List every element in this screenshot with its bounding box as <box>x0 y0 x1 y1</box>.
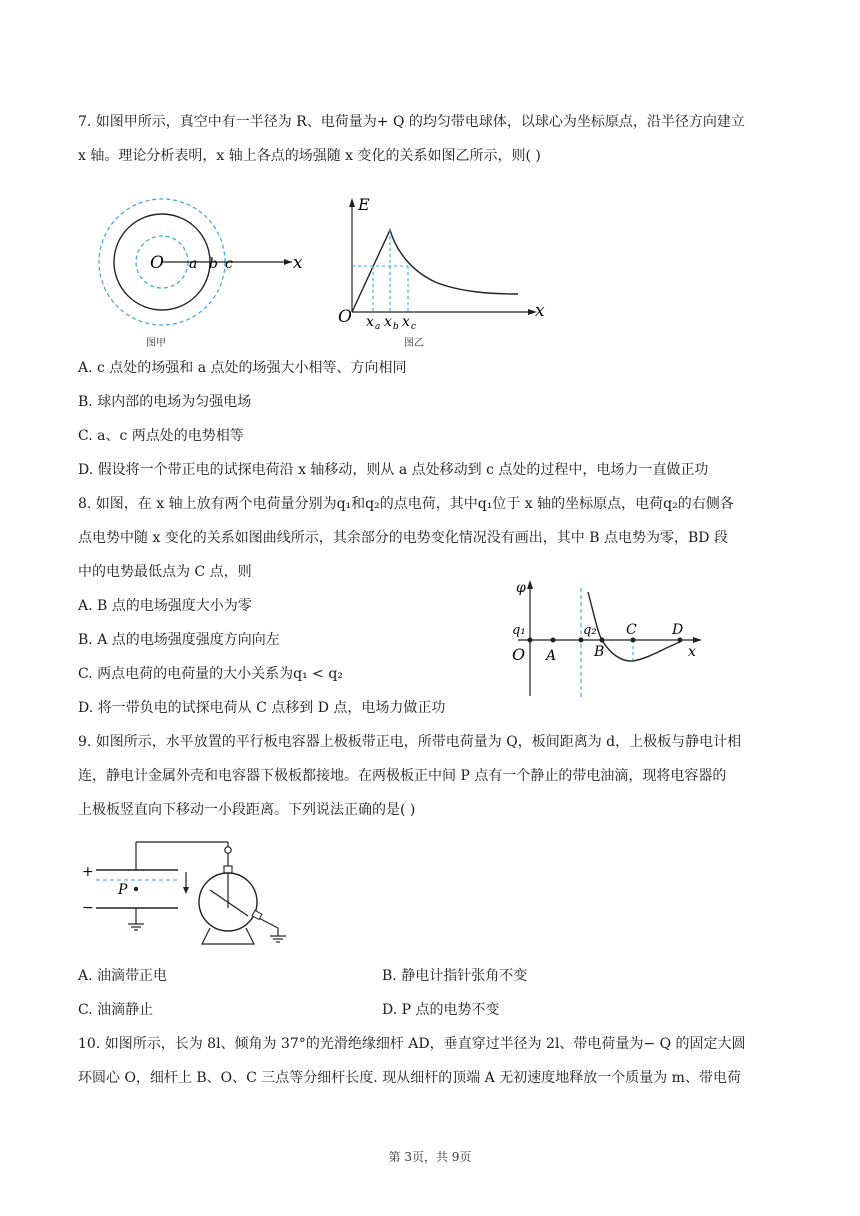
label-xa-sub: a <box>375 322 381 332</box>
label-xc: x <box>402 314 410 330</box>
label-phi: φ <box>516 580 526 596</box>
label-x: x <box>688 644 696 660</box>
q7-figure-b-caption: 图乙 <box>404 338 424 349</box>
q7-stem-line1: 7. 如图甲所示，真空中有一半径为 R、电荷量为+ Q 的均匀带电球体，以球心为坐标原点，沿半径方向建立 <box>78 114 745 130</box>
q7-option-b: B. 球内部的电场为匀强电场 <box>78 394 252 410</box>
x-axis-arrow <box>693 637 702 643</box>
q8-figure <box>508 574 713 704</box>
label-minus: − <box>82 900 94 916</box>
x-axis-arrow <box>284 259 292 265</box>
q9-option-c: C. 油滴静止 <box>78 1002 154 1018</box>
label-x: x <box>535 301 545 321</box>
label-O: O <box>512 645 526 664</box>
q9-option-d: D. P 点的电势不变 <box>382 1002 500 1018</box>
label-a: a <box>189 256 198 272</box>
label-O: O <box>150 253 164 273</box>
q8-option-a: A. B 点的电场强度大小为零 <box>78 598 252 614</box>
q9-option-b: B. 静电计指针张角不变 <box>382 968 528 984</box>
q9-stem-line1: 9. 如图所示，水平放置的平行板电容器上极板带正电，所带电荷量为 Q，板间距离为 d，上极板与静电计相 <box>78 734 742 750</box>
label-D: D <box>672 622 684 638</box>
q7-stem-line2: x 轴。理论分析表明，x 轴上各点的场强随 x 变化的关系如图乙所示，则( ) <box>78 148 541 164</box>
q7-option-a: A. c 点处的场强和 a 点处的场强大小相等、方向相同 <box>78 360 407 376</box>
page-footer: 第 3页，共 9页 <box>388 1150 472 1164</box>
point-q1 <box>528 638 533 643</box>
move-down-arrow-head <box>183 887 189 894</box>
q10-stem-line2: 环圆心 O，细杆上 B、O、C 三点等分细杆长度. 现从细杆的顶端 A 无初速度地释放一个质量为 m、带电荷 <box>78 1070 741 1086</box>
label-E: E <box>358 195 370 214</box>
electroscope-terminal <box>225 847 231 853</box>
field-curve <box>352 230 518 312</box>
label-B: B <box>594 644 605 660</box>
point-B <box>600 638 605 643</box>
label-C: C <box>626 622 637 638</box>
label-xa: x <box>366 314 374 330</box>
phi-axis-arrow <box>527 580 533 589</box>
q8-stem-line1: 8. 如图，在 x 轴上放有两个电荷量分别为q₁和q₂的点电荷，其中q₁位于 x 轴的坐标原点，电荷q₂的右侧各 <box>78 496 734 512</box>
q8-option-d: D. 将一带负电的试探电荷从 C 点移到 D 点，电场力做正功 <box>78 700 446 716</box>
q7-figure-a <box>92 190 322 340</box>
q7-figure-a-caption: 图甲 <box>146 338 166 349</box>
q8-stem-line2: 点电势中随 x 变化的关系如图曲线所示，其余部分的电势变化情况没有画出，其中 B 点电势为零，BD 段 <box>78 530 728 546</box>
q9-option-a: A. 油滴带正电 <box>78 968 168 984</box>
label-c: c <box>225 256 233 272</box>
oil-drop-point <box>134 887 138 891</box>
q9-stem-line2: 连，静电计金属外壳和电容器下极板都接地。在两极板正中间 P 点有一个静止的带电油滴，现将电容器的 <box>78 768 727 784</box>
label-xb: x <box>384 314 392 330</box>
point-C <box>631 638 636 643</box>
electroscope-insulator <box>224 866 232 873</box>
label-P: P <box>118 882 128 898</box>
label-plus: + <box>82 864 94 880</box>
label-xc-sub: c <box>411 322 417 332</box>
q9-stem-line3: 上极板竖直向下移动一小段距离。下列说法正确的是( ) <box>78 802 416 818</box>
q9-figure <box>78 836 298 956</box>
label-O: O <box>338 307 352 327</box>
point-D <box>678 638 683 643</box>
q8-option-b: B. A 点的电场强度强度方向向左 <box>78 632 280 648</box>
label-q1: q₁ <box>512 623 526 638</box>
q8-option-c: C. 两点电荷的电荷量的大小关系为q₁ < q₂ <box>78 666 343 682</box>
e-axis-arrow <box>349 198 355 207</box>
point-q2 <box>579 638 584 643</box>
q8-stem-line3: 中的电势最低点为 C 点，则 <box>78 564 252 580</box>
q7-option-d: D. 假设将一个带正电的试探电荷沿 x 轴移动，则从 a 点处移动到 c 点处的过程中，电场力一直做正功 <box>78 462 709 478</box>
q10-stem-line1: 10. 如图所示，长为 8l、倾角为 37°的光滑绝缘细杆 AD，垂直穿过半径为 2l、带电荷量为− Q 的固定大圆 <box>78 1036 746 1052</box>
q7-figure-b <box>330 190 560 335</box>
point-A <box>551 638 556 643</box>
label-A: A <box>546 648 557 664</box>
label-xb-sub: b <box>393 322 399 332</box>
q7-option-c: C. a、c 两点处的电势相等 <box>78 428 244 444</box>
label-b: b <box>209 256 218 272</box>
label-x: x <box>293 253 303 273</box>
label-q2: q₂ <box>583 623 597 638</box>
